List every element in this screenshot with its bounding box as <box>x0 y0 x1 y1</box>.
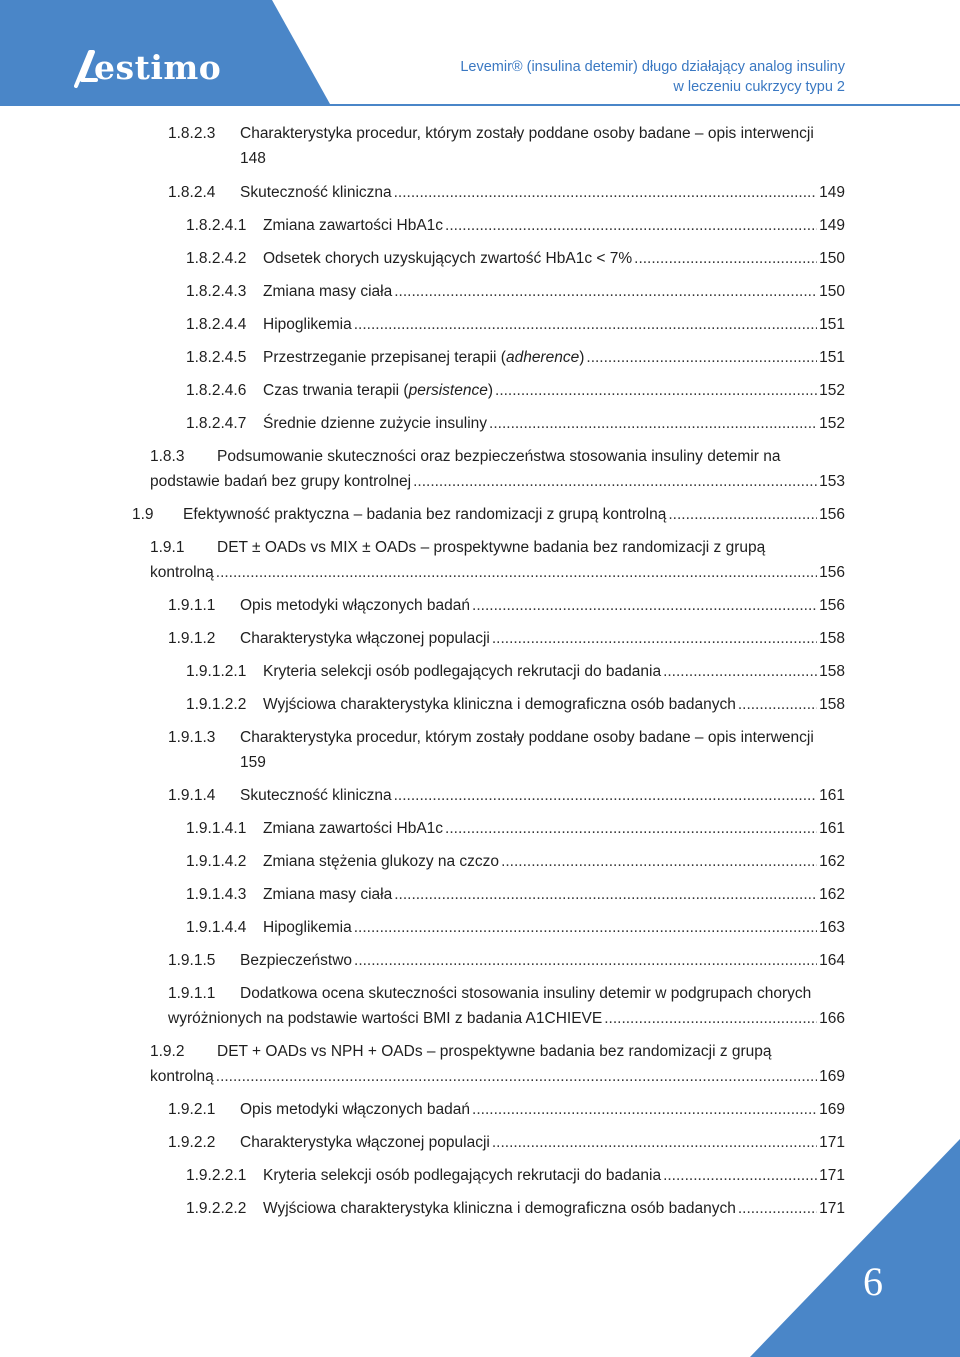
toc-entry-title-text: Dodatkowa ocena skuteczności stosowania insuliny detemir w podgrupach chorych <box>240 985 812 1002</box>
toc-entry-page: 152 <box>819 382 845 399</box>
toc-entry-line <box>263 346 845 370</box>
toc-entry-number: 1.9.1.4.2 <box>186 853 247 870</box>
toc-entry-title-tail: ) <box>487 382 494 399</box>
toc-entry-number: 1.9.1.4 <box>168 787 216 804</box>
toc-entry-number: 1.9.1.2.2 <box>186 696 247 713</box>
toc-entry-title <box>263 346 584 370</box>
toc-leader-dots <box>668 503 817 527</box>
toc-entry-line <box>263 313 845 337</box>
toc-entry-page: 171 <box>819 1167 845 1184</box>
toc-leader-dots <box>354 313 817 337</box>
toc-entry[interactable] <box>150 445 845 493</box>
toc-entry-title-text: Charakterystyka procedur, którym zostały poddane osoby badane – opis interwencji <box>240 125 814 142</box>
toc-entry-title-text: Efektywność praktyczna – badania bez randomizacji z grupą kontrolną <box>183 506 667 523</box>
toc-entry-number: 1.9.2.1 <box>168 1101 216 1118</box>
toc-entry-line <box>263 412 845 436</box>
toc-leader-dots <box>738 693 817 717</box>
toc-entry-page: 150 <box>819 283 845 300</box>
toc-entry-title <box>263 313 352 337</box>
toc-entry-number: 1.9.1.4.3 <box>186 886 247 903</box>
toc-leader-dots <box>394 280 817 304</box>
toc-entry-title-text: Charakterystyka włączonej populacji <box>240 1134 490 1151</box>
toc-entry-line <box>263 214 845 238</box>
toc-entry-number: 1.9.2.2.1 <box>186 1167 247 1184</box>
toc-entry-number: 1.9.1.2.1 <box>186 663 247 680</box>
toc-entry[interactable] <box>186 817 845 841</box>
toc-leader-dots <box>445 214 817 238</box>
toc-entry-title <box>263 214 443 238</box>
toc-entry-title-text: Zmiana stężenia glukozy na czczo <box>263 853 500 870</box>
toc-entry-title <box>240 982 811 1006</box>
toc-entry-line <box>240 594 845 618</box>
page-number: 6 <box>863 1259 883 1304</box>
toc-entry-title-continued: podstawie badań bez grupy kontrolnej <box>150 473 412 490</box>
toc-entry[interactable] <box>132 503 845 527</box>
toc-entry-line <box>240 982 845 1006</box>
toc-entry-line <box>240 726 845 750</box>
toc-entry-page: 163 <box>819 919 845 936</box>
toc-entry-title <box>263 1164 661 1188</box>
toc-entry-page: 161 <box>819 820 845 837</box>
toc-entry-title <box>240 122 814 146</box>
toc-entry-title <box>240 784 392 808</box>
toc-entry-line <box>240 949 845 973</box>
toc-entry[interactable] <box>186 379 845 403</box>
toc-entry-title <box>263 817 443 841</box>
toc-entry-title-text: Odsetek chorych uzyskujących zwartość HbA1c < 7% <box>263 250 633 267</box>
toc-leader-dots <box>663 660 817 684</box>
toc-entry-number: 1.9.1.2 <box>168 630 216 647</box>
toc-entry[interactable] <box>168 627 845 651</box>
toc-entry-page: 149 <box>819 184 845 201</box>
toc-leader-dots <box>634 247 817 271</box>
toc-entry-title-text: Wyjściowa charakterystyka kliniczna i demograficzna osób badanych <box>263 1200 736 1217</box>
toc-entry-number: 1.8.2.4.5 <box>186 349 247 366</box>
toc-entry-line <box>240 784 845 808</box>
toc-entry-page: 162 <box>819 886 845 903</box>
toc-entry[interactable] <box>150 1040 845 1088</box>
toc-entry[interactable] <box>186 883 845 907</box>
toc-entry[interactable] <box>186 313 845 337</box>
toc-entry[interactable] <box>186 247 845 271</box>
toc-entry-page: 162 <box>819 853 845 870</box>
toc-entry[interactable] <box>168 594 845 618</box>
toc-entry-title-continued: wyróżnionych na podstawie wartości BMI z badania A1CHIEVE <box>168 1010 603 1027</box>
toc-entry[interactable] <box>186 1197 845 1221</box>
toc-entry-continuation <box>150 1065 845 1089</box>
toc-entry-number: 1.9.1.4.4 <box>186 919 247 936</box>
toc-entry-title <box>263 1197 736 1221</box>
toc-entry-line <box>263 693 845 717</box>
toc-entry-page: 156 <box>819 564 845 581</box>
toc-entry[interactable] <box>168 1098 845 1122</box>
toc-entry-line <box>217 536 845 560</box>
toc-entry-line <box>240 122 845 146</box>
toc-entry[interactable] <box>186 280 845 304</box>
toc-entry-line <box>263 817 845 841</box>
toc-entry-page: 169 <box>819 1101 845 1118</box>
toc-entry-title <box>240 949 352 973</box>
toc-entry-title <box>263 247 632 271</box>
toc-entry-title <box>263 850 499 874</box>
toc-entry-title <box>183 503 666 527</box>
toc-entry-title-text: Zmiana zawartości HbA1c <box>263 820 444 837</box>
toc-entry-line <box>263 660 845 684</box>
page-corner-badge <box>750 1139 960 1357</box>
toc-entry-number: 1.8.2.4.4 <box>186 316 247 333</box>
toc-entry-continuation <box>150 470 845 494</box>
page-header <box>0 0 960 106</box>
toc-entry-line <box>263 850 845 874</box>
document-title <box>460 57 845 97</box>
toc-entry-page: 156 <box>819 597 845 614</box>
toc-entry-continuation <box>168 1007 845 1031</box>
toc-entry-line <box>240 627 845 651</box>
toc-entry-title-emphasis: adherence <box>505 349 580 366</box>
header-rule <box>0 104 960 106</box>
toc-entry-page: 169 <box>819 1068 845 1085</box>
toc-entry[interactable] <box>186 412 845 436</box>
toc-leader-dots <box>472 594 817 618</box>
toc-leader-dots <box>216 1065 817 1089</box>
toc-entry-page: 158 <box>819 663 845 680</box>
toc-entry-title <box>240 594 470 618</box>
toc-entry[interactable] <box>168 726 845 774</box>
toc-entry-number: 1.9.1.1 <box>168 985 216 1002</box>
toc-entry-page: 156 <box>819 506 845 523</box>
toc-leader-dots <box>413 470 817 494</box>
toc-entry-number: 1.9 <box>132 506 154 523</box>
toc-entry-number: 1.8.2.4.2 <box>186 250 247 267</box>
toc-leader-dots <box>394 784 818 808</box>
toc-entry-title-text: Zmiana masy ciała <box>263 886 393 903</box>
toc-entry-title-tail: ) <box>579 349 585 366</box>
toc-entry-title-text: Kryteria selekcji osób podlegających rekrutacji do badania <box>263 663 662 680</box>
toc-entry-page: 164 <box>819 952 845 969</box>
toc-entry-page: 158 <box>819 696 845 713</box>
toc-entry-line <box>263 916 845 940</box>
toc-entry-title-text: Opis metodyki włączonych badań <box>240 1101 471 1118</box>
toc-leader-dots <box>489 412 817 436</box>
toc-entry-title <box>263 280 392 304</box>
toc-entry-title <box>240 627 490 651</box>
toc-entry-page: 166 <box>819 1010 845 1027</box>
toc-entry[interactable] <box>168 122 845 170</box>
toc-entry-number: 1.8.2.4.3 <box>186 283 247 300</box>
toc-entry-title-continued: kontrolną <box>150 564 214 581</box>
toc-leader-dots <box>501 850 817 874</box>
toc-entry-line <box>263 247 845 271</box>
toc-entry-title-text: Średnie dzienne zużycie insuliny <box>263 415 488 432</box>
toc-entry-page: 171 <box>819 1134 845 1151</box>
toc-entry-title-continued: 159 <box>240 754 266 771</box>
toc-entry-page: 153 <box>819 473 845 490</box>
toc-entry-line <box>263 379 845 403</box>
toc-entry-title-text: Czas trwania terapii ( <box>263 382 409 399</box>
toc-entry-title-text: Podsumowanie skuteczności oraz bezpieczeństwa stosowania insuliny detemir na <box>217 448 781 465</box>
toc-leader-dots <box>586 346 817 370</box>
toc-entry-title-emphasis: persistence <box>408 382 488 399</box>
toc-entry-number: 1.9.1.3 <box>168 729 216 746</box>
toc-entry-continuation <box>240 147 266 171</box>
toc-entry-title <box>263 883 392 907</box>
toc-entry-number: 1.9.1.1 <box>168 597 216 614</box>
toc-entry-title <box>263 412 487 436</box>
toc-entry-title-text: Charakterystyka procedur, którym zostały poddane osoby badane – opis interwencji <box>240 729 814 746</box>
toc-entry[interactable] <box>186 1164 845 1188</box>
toc-entry-page: 151 <box>819 316 845 333</box>
toc-entry-title-text: Hipoglikemia <box>263 919 352 936</box>
toc-entry-title-continued: 148 <box>240 150 266 167</box>
toc-entry-number: 1.9.1.5 <box>168 952 216 969</box>
toc-entry-title <box>217 445 780 469</box>
toc-leader-dots <box>472 1098 817 1122</box>
toc-entry-line <box>183 503 845 527</box>
toc-leader-dots <box>394 883 817 907</box>
document-title-line-2: w leczeniu cukrzycy typu 2 <box>673 79 845 95</box>
toc-entry-number: 1.9.2.2 <box>168 1134 216 1151</box>
toc-entry-title <box>240 181 392 205</box>
toc-entry-number: 1.8.3 <box>150 448 185 465</box>
toc-entry-title <box>263 693 736 717</box>
toc-leader-dots <box>495 379 817 403</box>
toc-entry[interactable] <box>186 693 845 717</box>
toc-entry[interactable] <box>150 536 845 584</box>
toc-entry-title <box>263 660 661 684</box>
toc-entry-page: 151 <box>819 349 845 366</box>
toc-entry-number: 1.9.2 <box>150 1043 185 1060</box>
document-title-line-1: Levemir® (insulina detemir) długo działający analog insuliny <box>460 59 845 75</box>
toc-entry-page: 152 <box>819 415 845 432</box>
toc-entry[interactable] <box>168 1131 845 1155</box>
toc-entry-title-text: DET + OADs vs NPH + OADs – prospektywne badania bez randomizacji z grupą <box>217 1043 772 1060</box>
toc-entry-number: 1.8.2.4.1 <box>186 217 247 234</box>
toc-leader-dots <box>604 1007 817 1031</box>
toc-entry-page: 171 <box>819 1200 845 1217</box>
toc-entry-page: 161 <box>819 787 845 804</box>
toc-entry-title-text: Opis metodyki włączonych badań <box>240 597 471 614</box>
toc-entry-line <box>263 883 845 907</box>
toc-entry-page: 149 <box>819 217 845 234</box>
toc-entry-continuation <box>240 751 266 775</box>
toc-entry-title-text: DET ± OADs vs MIX ± OADs – prospektywne badania bez randomizacji z grupą <box>217 539 766 556</box>
toc-entry[interactable] <box>186 214 845 238</box>
toc-entry-title-text: Kryteria selekcji osób podlegających rekrutacji do badania <box>263 1167 662 1184</box>
toc-leader-dots <box>354 916 817 940</box>
toc-entry[interactable] <box>168 949 845 973</box>
toc-entry-title-text: Hipoglikemia <box>263 316 352 333</box>
toc-entry-title <box>240 1131 490 1155</box>
toc-entry-title <box>217 536 765 560</box>
toc-leader-dots <box>216 561 817 585</box>
toc-entry-line <box>240 181 845 205</box>
toc-entry-number: 1.8.2.3 <box>168 125 216 142</box>
toc-entry[interactable] <box>186 916 845 940</box>
toc-entry-number: 1.8.2.4 <box>168 184 216 201</box>
toc-entry-page: 150 <box>819 250 845 267</box>
toc-leader-dots <box>445 817 817 841</box>
toc-leader-dots <box>354 949 817 973</box>
toc-entry-title <box>263 916 352 940</box>
toc-entry[interactable] <box>168 784 845 808</box>
toc-entry[interactable] <box>186 850 845 874</box>
toc-leader-dots <box>492 627 817 651</box>
toc-entry-number: 1.9.2.2.2 <box>186 1200 247 1217</box>
toc-entry-page: 158 <box>819 630 845 647</box>
toc-entry-title-text: Bezpieczeństwo <box>240 952 353 969</box>
toc-entry-title-text: Skuteczność kliniczna <box>240 184 392 201</box>
toc-entry-line <box>217 1040 845 1064</box>
toc-entry-continuation <box>150 561 845 585</box>
toc-entry-title <box>217 1040 772 1064</box>
toc-entry[interactable] <box>186 346 845 370</box>
toc-entry-line <box>263 280 845 304</box>
toc-entry-title-continued: kontrolną <box>150 1068 214 1085</box>
toc-entry-title-text: Zmiana zawartości HbA1c <box>263 217 444 234</box>
toc-entry-title <box>263 379 493 403</box>
toc-entry[interactable] <box>168 982 845 1030</box>
toc-entry-title-text: Przestrzeganie przepisanej terapii ( <box>263 349 506 366</box>
toc-entry-title-text: Skuteczność kliniczna <box>240 787 392 804</box>
toc-leader-dots <box>394 181 818 205</box>
toc-entry-line <box>217 445 845 469</box>
toc-entry-title-text: Zmiana masy ciała <box>263 283 393 300</box>
toc-entry-number: 1.8.2.4.6 <box>186 382 247 399</box>
logo-text: estimo <box>94 48 222 87</box>
toc-entry-title-text: Wyjściowa charakterystyka kliniczna i demograficzna osób badanych <box>263 696 736 713</box>
toc-entry[interactable] <box>186 660 845 684</box>
toc-entry-title <box>240 726 814 750</box>
toc-entry-line <box>240 1098 845 1122</box>
toc-entry-number: 1.9.1.4.1 <box>186 820 247 837</box>
toc-entry-title-text: Charakterystyka włączonej populacji <box>240 630 490 647</box>
toc-entry-number: 1.8.2.4.7 <box>186 415 247 432</box>
toc-entry[interactable] <box>168 181 845 205</box>
toc-entry-number: 1.9.1 <box>150 539 185 556</box>
toc-entry-title <box>240 1098 470 1122</box>
